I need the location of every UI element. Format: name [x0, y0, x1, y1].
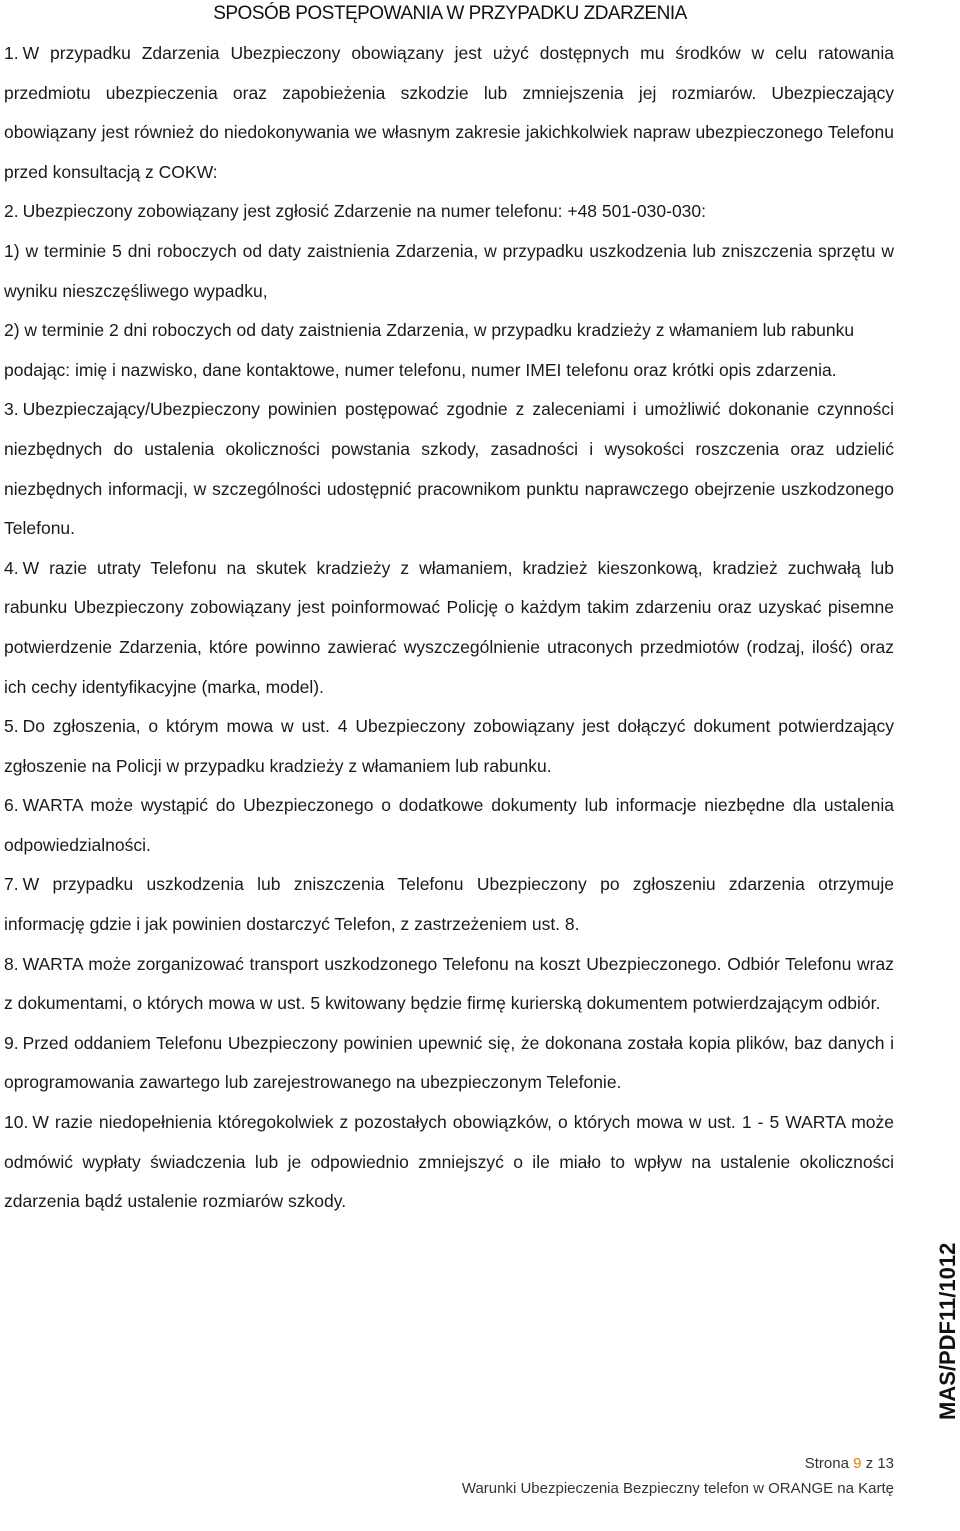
paragraph-text: 1) w terminie 5 dni roboczych od daty zaistnienia Zdarzenia, w przypadku uszkodzenia lub zniszczenia sprzętu w wyniku nieszczęśliwego wypadku, — [4, 240, 894, 301]
paragraph-number: 6. — [4, 795, 19, 816]
paragraph-text: Do zgłoszenia, o którym mowa w ust. 4 Ubezpieczony zobowiązany jest dołączyć dokument potwierdzający zgłoszenie na Policji w przypadku kradzieży z włamaniem lub rabunku. — [4, 716, 894, 776]
paragraph-text: WARTA może zorganizować transport uszkodzonego Telefonu na koszt Ubezpieczonego. Odbiór Telefonu wraz z dokumentami, o których mowa w ust. 5 kwitowany będzie firmę kurierską dokumentem potwierdzającym odbiór. — [4, 953, 894, 1014]
paragraph-2-details — [4, 351, 894, 391]
paragraph-number: 3. — [4, 399, 19, 420]
paragraph-text: W przypadku uszkodzenia lub zniszczenia Telefonu Ubezpieczony po zgłoszeniu zdarzenia otrzymuje informację gdzie i jak powinien dostarczyć Telefon, z zastrzeżeniem ust. 8. — [4, 874, 894, 935]
paragraph-2 — [4, 192, 894, 232]
page-total: 13 — [877, 1455, 894, 1472]
paragraph-number: 4. — [4, 557, 19, 578]
document-title: SPOSÓB POSTĘPOWANIA W PRZYPADKU ZDARZENIA — [213, 3, 687, 24]
page-separator: z — [865, 1455, 874, 1472]
page-current: 9 — [853, 1455, 862, 1472]
paragraph-number: 10. — [4, 1112, 29, 1133]
paragraph-9 — [4, 1024, 894, 1103]
paragraph-6 — [4, 786, 894, 865]
paragraph-number: 1. — [4, 43, 19, 63]
paragraph-number: 8. — [4, 953, 19, 974]
paragraph-text: 2) w terminie 2 dni roboczych od daty zaistnienia Zdarzenia, w przypadku kradzieży z włamaniem lub rabunku — [4, 320, 855, 341]
page-prefix: Strona — [804, 1455, 849, 1472]
paragraph-text: W razie niedopełnienia któregokolwiek z pozostałych obowiązków, o których mowa w ust. 1 - 5 WARTA może odmówić wypłaty świadczenia lub je odpowiednio zmniejszyć o ile miało to wpływ na ustalenie okoliczności zdarzenia bądź ustalenie rozmiarów szkody. — [4, 1112, 894, 1212]
paragraph-8 — [4, 945, 894, 1024]
paragraph-number: 9. — [4, 1032, 19, 1053]
paragraph-7 — [4, 865, 894, 944]
paragraph-text: Ubezpieczający/Ubezpieczony powinien postępować zgodnie z zaleceniami i umożliwić dokonanie czynności niezbędnych do ustalenia okoliczności powstania szkody, zasadności i wysokości roszczenia oraz udzielić niezbędnych informacji, w szczególności udostępnić pracownikom punktu naprawczego obejrzenie uszkodzonego Telefonu. — [4, 399, 894, 539]
paragraph-2-item-1 — [4, 232, 894, 311]
paragraph-5 — [4, 707, 894, 786]
paragraph-text: WARTA może wystąpić do Ubezpieczonego o dodatkowe dokumenty lub informacje niezbędne dla ustalenia odpowiedzialności. — [4, 795, 894, 855]
paragraph-text: Przed oddaniem Telefonu Ubezpieczony powinien upewnić się, że dokonana została kopia plików, baz danych i oprogramowania zawartego lub zarejestrowanego na ubezpieczonym Telefonie. — [4, 1032, 894, 1093]
document-name: Warunki Ubezpieczenia Bezpieczny telefon w ORANGE na Kartę — [461, 1480, 894, 1497]
paragraph-text: podając: imię i nazwisko, dane kontaktowe, numer telefonu, numer IMEI telefonu oraz krótki opis zdarzenia. — [4, 359, 837, 380]
document-body — [4, 34, 894, 1222]
paragraph-number: 5. — [4, 716, 19, 737]
paragraph-2-item-2 — [4, 311, 894, 351]
paragraph-1 — [4, 34, 894, 192]
paragraph-3 — [4, 390, 894, 548]
paragraph-number: 7. — [4, 874, 19, 895]
paragraph-10 — [4, 1103, 894, 1222]
paragraph-text: W razie utraty Telefonu na skutek kradzieży z włamaniem, kradzież kieszonkową, kradzież zuchwałą lub rabunku Ubezpieczony zobowiązany jest poinformować Policję o każdym takim zdarzeniu oraz uzyskać pisemne potwierdzenie Zdarzenia, które powinno zawierać wyszczególnienie utraconych przedmiotów (rodzaj, ilość) oraz ich cechy identyfikacyjne (marka, model). — [4, 557, 894, 697]
page-number — [462, 1451, 894, 1476]
paragraph-number: 2. — [4, 201, 19, 222]
paragraph-text: W przypadku Zdarzenia Ubezpieczony obowiązany jest użyć dostępnych mu środków w celu ratowania przedmiotu ubezpieczenia oraz zapobieżenia szkodzie lub zmniejszenia jej rozmiarów. Ubezpieczający obowiązany jest również do niedokonywania we własnym zakresie jakichkolwiek napraw ubezpieczonego Telefonu przed konsultacją z COKW: — [4, 43, 894, 182]
paragraph-text: Ubezpieczony zobowiązany jest zgłosić Zdarzenie na numer telefonu: +48 501-030-030: — [22, 201, 707, 222]
page-footer — [462, 1451, 894, 1501]
paragraph-4 — [4, 549, 894, 707]
document-code: MAS/PDF11/1012 — [935, 1242, 960, 1420]
